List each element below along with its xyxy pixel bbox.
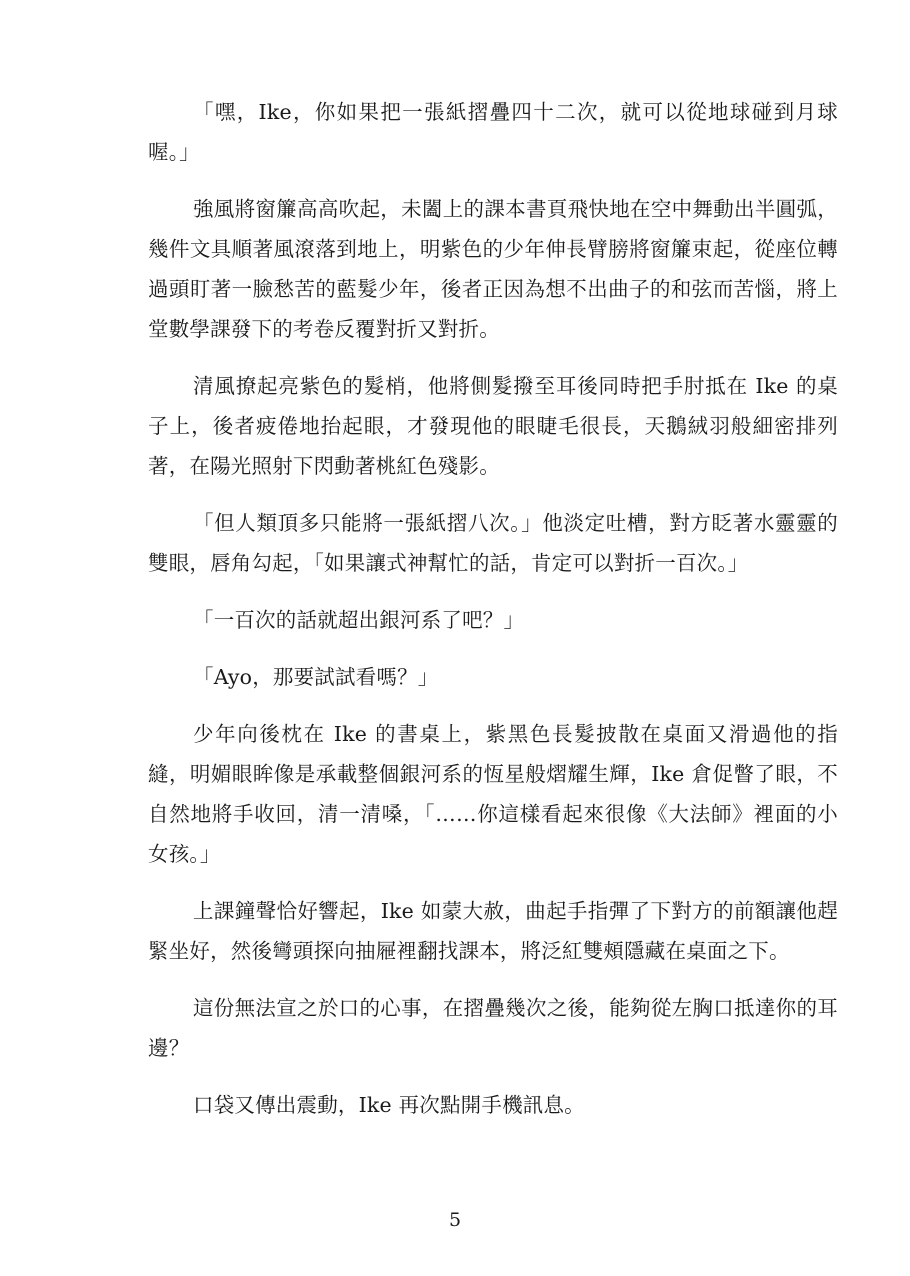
page-number: 5 [448,1209,462,1231]
paragraph: 上課鐘聲恰好響起，Ike 如蒙大赦，曲起手指彈了下對方的前額讓他趕緊坐好，然後彎頭探向抽屜裡翻找課本，將泛紅雙頰隱藏在桌面之下。 [148,899,838,963]
paragraph: 清風撩起亮紫色的髮梢，他將側髮撥至耳後同時把手肘抵在 Ike 的桌子上，後者疲倦地抬起眼，才發現他的眼睫毛很長，天鵝絨羽般細密排列著，在陽光照射下閃動著桃紅色殘影。 [148,374,838,478]
paragraph: 「一百次的話就超出銀河系了吧？」 [193,608,525,632]
paragraph: 「Ayo，那要試試看嗎？」 [193,665,439,689]
paragraph: 「但人類頂多只能將一張紙摺八次。」他淡定吐槽，對方眨著水靈靈的雙眼，唇角勾起，「如果讓式神幫忙的話，肯定可以對折一百次。」 [148,511,838,575]
body-text [148,92,838,1142]
paragraph: 口袋又傳出震動，Ike 再次點開手機訊息。 [193,1093,585,1117]
paragraph: 「嘿，Ike，你如果把一張紙摺疊四十二次，就可以從地球碰到月球喔。」 [148,100,838,164]
paragraph: 這份無法宣之於口的心事，在摺疊幾次之後，能夠從左胸口抵達你的耳邊？ [148,996,838,1060]
paragraph: 少年向後枕在 Ike 的書桌上，紫黑色長髮披散在桌面又滑過他的指縫，明媚眼眸像是承載整個銀河系的恆星般熠耀生輝，Ike 倉促瞥了眼，不自然地將手收回，清一清嗓，「……你這樣看起來很像《大法師》裡面的小女孩。」 [148,722,838,866]
paragraph: 強風將窗簾高高吹起，未闔上的課本書頁飛快地在空中舞動出半圓弧，幾件文具順著風滾落到地上，明紫色的少年伸長臂膀將窗簾束起，從座位轉過頭盯著一臉愁苦的藍髮少年，後者正因為想不出曲子的和弦而苦惱，將上堂數學課發下的考卷反覆對折又對折。 [148,197,838,341]
